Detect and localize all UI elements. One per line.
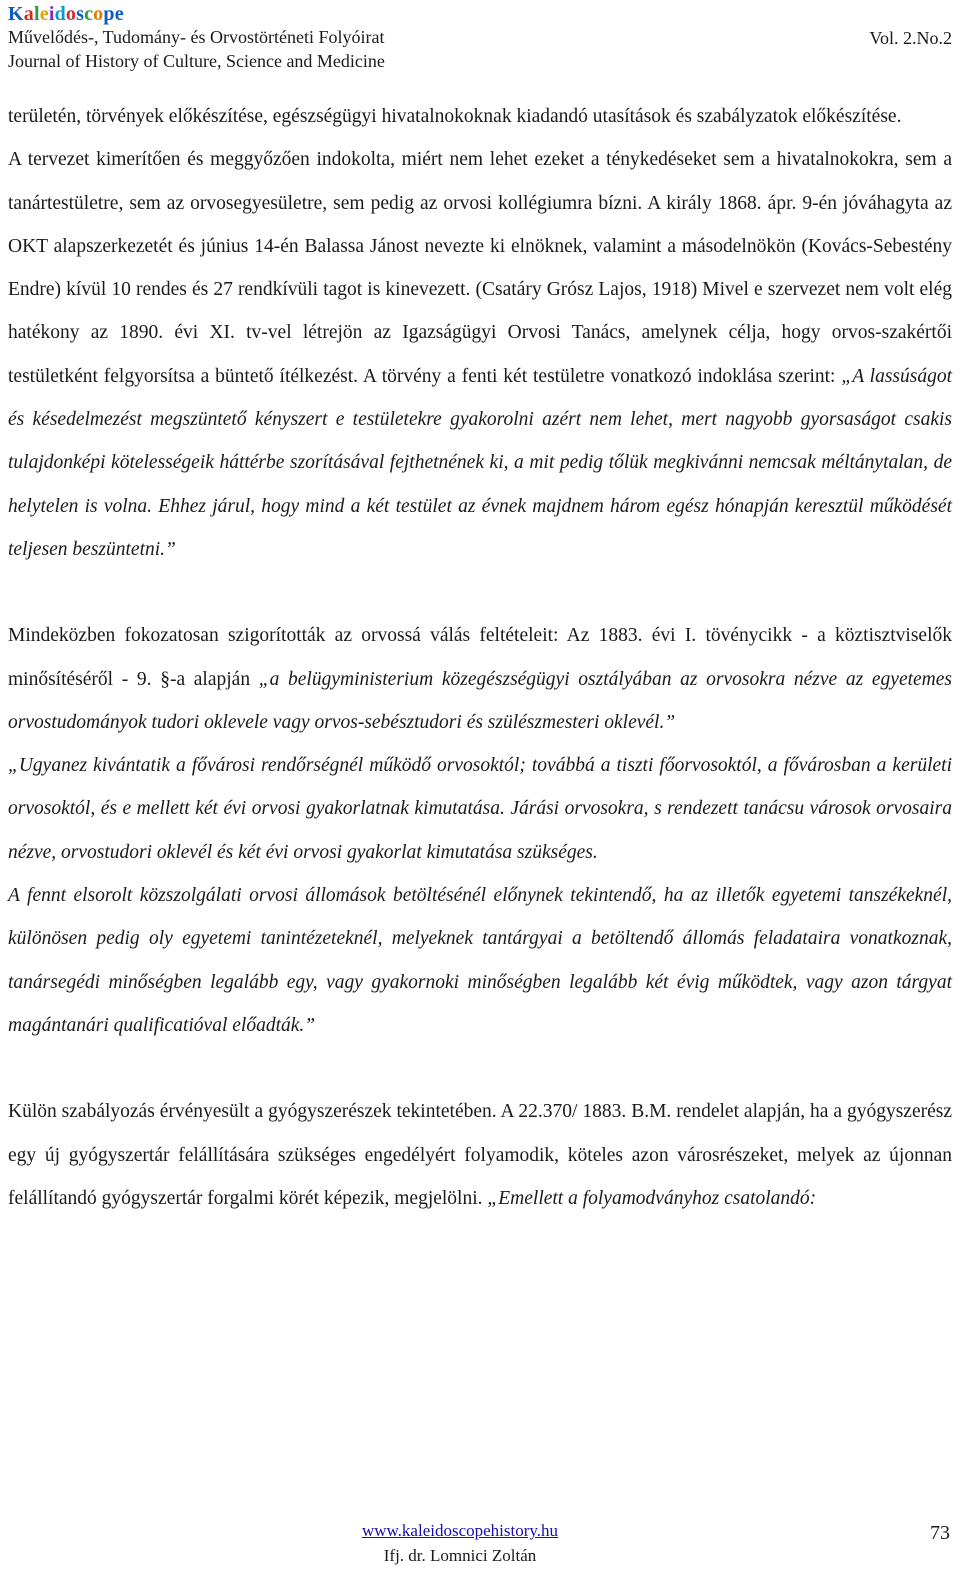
website-link[interactable]: www.kaleidoscopehistory.hu — [361, 1521, 559, 1540]
brand-letter: c — [84, 3, 94, 25]
brand-letter: p — [103, 3, 115, 25]
quote-public-service — [8, 874, 952, 1047]
brand-letter: d — [54, 3, 66, 25]
brand-letter: o — [65, 3, 77, 25]
brand-letter: o — [93, 3, 104, 25]
paragraph-continuation: területén, törvények előkészítése, egészségügyi hivatalnokoknak kiadandó utasítások és szabályzatok előkészítése. — [8, 106, 902, 127]
journal-subtitle-english: Journal of History of Culture, Science and Medicine — [8, 51, 385, 71]
paragraph-pharmacists — [8, 1090, 952, 1220]
quote-police-doctors — [8, 744, 952, 874]
brand-letter: i — [48, 3, 55, 25]
brand-letter: K — [8, 3, 24, 25]
page-number: 73 — [930, 1522, 950, 1544]
brand-letter: l — [33, 3, 40, 25]
brand-letter: e — [39, 3, 49, 25]
volume-label: Vol. 2.No.2 — [869, 28, 952, 48]
quote-public-service-text: A fennt elsorolt közszolgálati orvosi állomások betöltésénél előnynek tekintendő, ha az illetők egyetemi tanszékeknél, különösen pedig oly egyetemi tanintézeteknél, melyeknek tantárgyai a betöltendő állomás feladataira vonatkoznak, tanársegédi minőségben legalább egy, vagy gyakornoki minőségben legalább két évig működtek, vagy azon tárgyat magántanári qualificatióval előadták.” — [8, 885, 952, 1036]
brand-letter: s — [76, 3, 85, 25]
quote-ministry-requirements: „a belügyministerium közegészségügyi osztályában az orvosokra nézve az egyetemes orvostudományok tudori oklevele vagy orvos-sebésztudori és szülészmesteri oklevél.” — [8, 668, 952, 733]
quote-law-justification: „A lassúságot és késedelmezést megszüntető kényszert e testületekre gyakorolni azért nem lehet, mert nagyobb gyorsaságot csakis tulajdonképi kötelességeik háttérbe szorításával fejthetnének ki, a mit pedig tőlük megkivánni nemcsak méltánytalan, de helytelen is volna. Ehhez járul, hogy mind a két testület az évnek majdnem három egész hónapján keresztül működését teljesen beszüntetni.” — [8, 365, 953, 560]
page-header — [8, 3, 952, 75]
paragraph-okt-text: A tervezet kimerítően és meggyőzően indokolta, miért nem lehet ezeket a ténykedéseket sem a hivatalnokokra, sem a tanártestületre, sem az orvosegyesületre, sem pedig az orvosi kollégiumra bízni. A király 1868. ápr. 9-én jóváhagyta az OKT alapszerkezetét és június 14-én Balassa Jánost nevezte ki elnöknek, valamint a másodelnökön (Kovács-Sebestény Endre) kívül 10 rendes és 27 rendkívüli tagot is kinevezett. (Csatáry Grósz Lajos, 1918) Mivel e szervezet nem volt elég hatékony az 1890. évi XI. tv-vel létrejön az Igazságügyi Orvosi Tanács, amelynek célja, hogy orvos-szakértői testületként felgyorsítsa a büntető ítélkezést. A törvény a fenti két testületre vonatkozó indoklása szerint: — [8, 149, 952, 387]
brand-letter: e — [114, 3, 124, 25]
quote-police-doctors-text: „Ugyanez kivántatik a fővárosi rendőrségnél működő orvosoktól; továbbá a tiszti főorvosoktól, a fővárosban a kerületi orvosoktól, és e mellett két évi orvosi gyakorlatnak kimutatása. Járási orvosokra, s rendezett tanácsu városok orvosaira nézve, orvostudori oklevél és két évi orvosi gyakorlat kimutatása szükséges. — [8, 755, 952, 863]
paragraph-requirements-text: Mindeközben fokozatosan szigorították az orvossá válás feltételeit: Az 1883. évi I. tövénycikk - a köztisztviselők minősítéséről - 9. §-a alapján — [8, 625, 952, 690]
paragraph-requirements — [8, 614, 952, 744]
quote-petition: „Emellett a folyamodványhoz csatolandó: — [487, 1187, 817, 1209]
journal-subtitle-hungarian: Művelődés-, Tudomány- és Orvostörténeti Folyóirat — [8, 27, 385, 47]
paragraph-okt-history — [8, 138, 952, 571]
document-body — [8, 95, 952, 1220]
brand-letter: a — [23, 3, 34, 25]
author-name: Ifj. dr. Lomnici Zoltán — [383, 1546, 537, 1565]
paragraph-pharmacists-text: Külön szabályozás érvényesült a gyógyszerészek tekintetében. A 22.370/ 1883. B.M. rendelet alapján, ha a gyógyszerész egy új gyógyszertár felállítására szükséges engedélyért folyamodik, köteles azon városrészeket, melyek az újonnan felállítandó gyógyszertár forgalmi körét képezik, megjelölni. — [8, 1101, 952, 1209]
journal-brand-logo — [8, 3, 952, 25]
